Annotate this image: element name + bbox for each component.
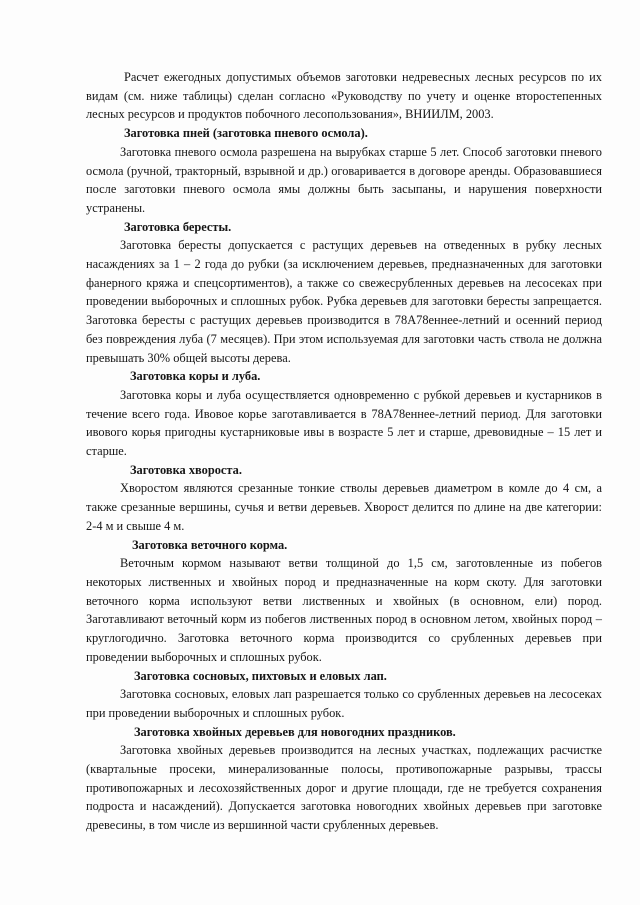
section-heading-bark-bast: Заготовка коры и луба. <box>130 369 261 384</box>
section-heading-branch-fodder: Заготовка веточного корма. <box>132 537 288 552</box>
section-text-conifer-paws: Заготовка сосновых, еловых лап разрешается только со срубленных деревьев на лесосеках при проведении выборочных и сплошных рубок. <box>86 687 602 720</box>
section-heading-new-year-trees: Заготовка хвойных деревьев для новогодних праздников. <box>134 724 456 739</box>
section-text-bark-bast: Заготовка коры и луба осуществляется одновременно с рубкой деревьев и кустарников в течение всего года. Ивовое корье заготавливается в 78А78еннее-летний период. Для заготовки ивового корья пригодны кустарниковые ивы в возрасте 5 лет и старше, древовидные – 15 лет и старше. <box>86 387 602 459</box>
document-body <box>86 68 602 835</box>
section-text-brushwood: Хворостом являются срезанные тонкие стволы деревьев диаметром в комле до 4 см, а также срезанные вершины, сучья и ветви деревьев. Хворост делится по длине на две категории: 2-4 м и свыше 4 м. <box>86 481 602 533</box>
section-heading-birch-bark: Заготовка бересты. <box>124 219 232 234</box>
section-text-new-year-trees: Заготовка хвойных деревьев производится на лесных участках, подлежащих расчистке (квартальные просеки, минерализованные полосы, противопожарные разрывы, трассы противопожарных и лесохозяйственных дорог и другие площади, где не требуется сохранения подроста и насаждений). Допускается заготовка новогодних хвойных деревьев при заготовке древесины, в том числе из вершинной части срубленных деревьев. <box>86 743 602 833</box>
section-heading-brushwood: Заготовка хвороста. <box>130 462 242 477</box>
section-heading-stumps: Заготовка пней (заготовка пневого осмола). <box>124 126 368 141</box>
section-heading-conifer-paws: Заготовка сосновых, пихтовых и еловых лап. <box>134 668 387 683</box>
intro-paragraph: Расчет ежегодных допустимых объемов заготовки недревесных лесных ресурсов по их видам (см. ниже таблицы) сделан согласно «Руководству по учету и оценке второстепенных лесных ресурсов и продуктов побочного лесопользования», ВНИИЛМ, 2003. <box>86 70 602 122</box>
section-text-stumps: Заготовка пневого осмола разрешена на вырубках старше 5 лет. Способ заготовки пневого осмола (ручной, тракторный, взрывной и др.) оговаривается в договоре аренды. Образовавшиеся после заготовки пневого осмола ямы должны быть засыпаны, и нарушения поверхности устранены. <box>86 144 602 215</box>
section-text-birch-bark: Заготовка бересты допускается с растущих деревьев на отведенных в рубку лесных насаждениях за 1 – 2 года до рубки (за исключением деревьев, предназначенных для заготовки фанерного кряжа и спецсортиментов), а также со свежесрубленных деревьев на лесосеках при проведении выборочных и сплошных рубок. Рубка деревьев для заготовки бересты запрещается. Заготовка бересты с растущих деревьев производится в 78А78еннее-летний и осенний период без повреждения луба (7 месяцев). При этом используемая для заготовки часть ствола не должна превышать 30% общей высоты дерева. <box>86 238 602 365</box>
section-text-branch-fodder: Веточным кормом называют ветви толщиной до 1,5 см, заготовленные из побегов некоторых лиственных и хвойных пород и предназначенные на корм скоту. Для заготовки веточного корма используют ветви лиственных и хвойных (в основном, ели) пород. Заготавливают веточный корм из побегов лиственных пород в основном летом, хвойных пород – круглогодично. Заготовка веточного корма производится со срубленных деревьев при проведении выборочных и сплошных рубок. <box>86 556 602 664</box>
